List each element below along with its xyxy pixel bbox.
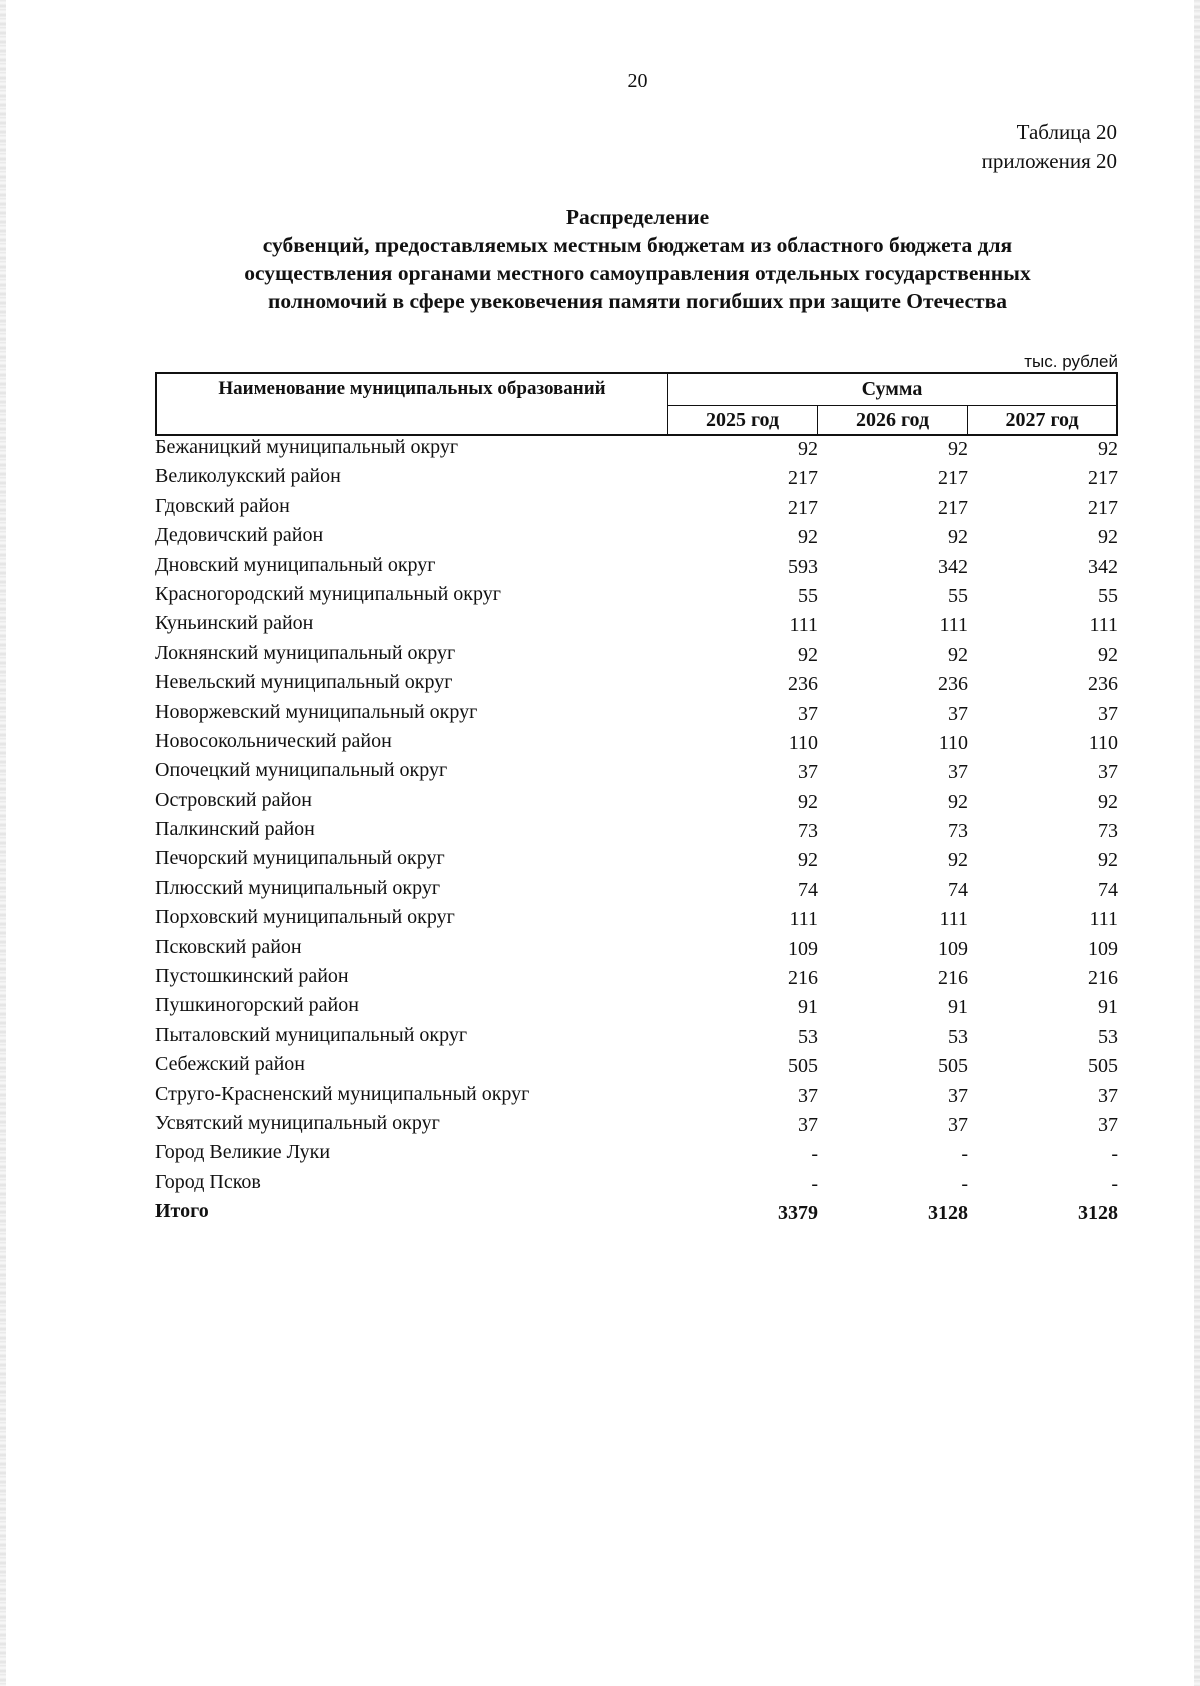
- page-number: 20: [627, 70, 648, 92]
- municipality-name: Псковский район: [155, 935, 302, 958]
- header-year-2025: 2025 год: [668, 406, 818, 434]
- municipality-name: Красногородский муниципальный округ: [155, 582, 501, 605]
- value-2026: 55: [948, 584, 968, 607]
- table-row: [155, 962, 1118, 991]
- value-2026: 111: [939, 908, 968, 931]
- table-row: [155, 1138, 1118, 1167]
- value-2026: 216: [938, 967, 968, 990]
- value-2027: -: [1111, 1172, 1118, 1195]
- table-ref-line2: приложения 20: [981, 149, 1117, 173]
- value-2025: -: [811, 1143, 818, 1166]
- value-2026: 37: [948, 702, 968, 725]
- table-row: [155, 933, 1118, 962]
- value-2025: 73: [798, 820, 818, 843]
- title-line-3: осуществления органами местного самоуправления отдельных государственных: [244, 261, 1031, 285]
- value-2027: 505: [1088, 1055, 1118, 1078]
- municipality-name: Опочецкий муниципальный округ: [155, 759, 448, 782]
- table-reference: [982, 118, 1117, 176]
- table-ref-line1: Таблица 20: [1016, 120, 1117, 144]
- table-header: [155, 372, 1118, 436]
- table-row: [155, 492, 1118, 521]
- value-2027: 73: [1098, 820, 1118, 843]
- value-2027: 92: [1098, 790, 1118, 813]
- value-2025: 55: [798, 584, 818, 607]
- value-2025: 236: [788, 673, 818, 696]
- value-2025: 110: [788, 731, 818, 754]
- title-line-1: Распределение: [565, 205, 710, 229]
- value-2026: 74: [948, 878, 968, 901]
- value-2026: 110: [938, 731, 968, 754]
- municipality-name: Островский район: [155, 788, 312, 811]
- value-2026: 217: [938, 496, 968, 519]
- value-2027: 37: [1098, 1084, 1118, 1107]
- header-sum: Сумма: [668, 374, 1116, 406]
- value-2027: 217: [1088, 496, 1118, 519]
- value-2025: 505: [788, 1055, 818, 1078]
- value-2025: 92: [798, 790, 818, 813]
- value-2027: 37: [1098, 761, 1118, 784]
- value-2027: 236: [1088, 673, 1118, 696]
- value-2027: 217: [1088, 467, 1118, 490]
- municipality-name: Невельский муниципальный округ: [155, 671, 453, 694]
- header-year-2027: 2027 год: [1005, 409, 1079, 431]
- value-2027: 92: [1098, 438, 1118, 460]
- table-row: [155, 639, 1118, 668]
- municipality-name: Себежский район: [155, 1053, 305, 1076]
- municipality-name: Великолукский район: [155, 465, 341, 488]
- value-2027: 74: [1098, 878, 1118, 901]
- value-2026: 92: [948, 438, 968, 460]
- value-2027: 110: [1088, 731, 1118, 754]
- table-row: [155, 1080, 1118, 1109]
- units-label: тыс. рублей: [1024, 352, 1118, 371]
- municipality-name: Пустошкинский район: [155, 965, 349, 988]
- value-2025: 92: [798, 849, 818, 872]
- value-2025: -: [811, 1172, 818, 1195]
- value-2026: 236: [938, 673, 968, 696]
- table-row: [155, 462, 1118, 491]
- value-2026: 92: [948, 643, 968, 666]
- table-row: [155, 786, 1118, 815]
- municipality-name: Дновский муниципальный округ: [155, 553, 436, 576]
- value-2026: 109: [938, 937, 968, 960]
- value-2025: 37: [798, 702, 818, 725]
- municipality-name: Новосокольнический район: [155, 729, 392, 752]
- municipality-name: Дедовичский район: [155, 524, 324, 547]
- value-2027: 109: [1088, 937, 1118, 960]
- value-2025: 111: [789, 908, 818, 931]
- value-2025: 91: [798, 996, 818, 1019]
- value-2027: 216: [1088, 967, 1118, 990]
- municipality-name: Усвятский муниципальный округ: [155, 1111, 440, 1134]
- value-2026: 37: [948, 1084, 968, 1107]
- value-2027: 92: [1098, 526, 1118, 549]
- total-label: Итого: [155, 1200, 209, 1223]
- table-row: [155, 903, 1118, 932]
- municipality-name: Город Псков: [155, 1170, 261, 1193]
- value-2026: 342: [938, 555, 968, 578]
- value-2025: 217: [788, 467, 818, 490]
- municipality-name: Город Великие Луки: [155, 1141, 331, 1164]
- value-2026: 505: [938, 1055, 968, 1078]
- value-2025: 53: [798, 1025, 818, 1048]
- table-row: [155, 844, 1118, 873]
- municipality-name: Гдовский район: [155, 494, 290, 517]
- value-2027: -: [1111, 1143, 1118, 1166]
- header-municipality-name: Наименование муниципальных образований: [157, 374, 668, 434]
- value-2027: 111: [1089, 908, 1118, 931]
- value-2026: 92: [948, 526, 968, 549]
- municipality-name: Бежаницкий муниципальный округ: [155, 436, 459, 458]
- value-2025: 217: [788, 496, 818, 519]
- title-line-2: субвенций, предоставляемых местным бюджетам из областного бюджета для: [262, 233, 1013, 257]
- table-row: [155, 727, 1118, 756]
- value-2026: 217: [938, 467, 968, 490]
- value-2025: 216: [788, 967, 818, 990]
- municipality-name: Печорский муниципальный округ: [155, 847, 445, 870]
- value-2025: 92: [798, 526, 818, 549]
- municipality-name: Пушкиногорский район: [155, 994, 359, 1017]
- table-row: [155, 1168, 1118, 1197]
- table-row: [155, 1050, 1118, 1079]
- value-2027: 53: [1098, 1025, 1118, 1048]
- value-2026: 73: [948, 820, 968, 843]
- table-row: [155, 815, 1118, 844]
- total-2026: 3128: [928, 1202, 968, 1225]
- table-row: [155, 580, 1118, 609]
- value-2027: 111: [1089, 614, 1118, 637]
- title-line-4: полномочий в сфере увековечения памяти погибших при защите Отечества: [268, 289, 1007, 313]
- municipality-name: Струго-Красненский муниципальный округ: [155, 1082, 530, 1105]
- value-2025: 37: [798, 1113, 818, 1136]
- value-2027: 37: [1098, 1113, 1118, 1136]
- table-row: [155, 521, 1118, 550]
- value-2027: 92: [1098, 849, 1118, 872]
- value-2026: 92: [948, 790, 968, 813]
- value-2026: 37: [948, 1113, 968, 1136]
- header-year-2026: 2026 год: [818, 406, 968, 434]
- table-row: [155, 551, 1118, 580]
- document-title: [0, 203, 1200, 315]
- table-row: [155, 433, 1118, 462]
- value-2027: 91: [1098, 996, 1118, 1019]
- value-2025: 37: [798, 1084, 818, 1107]
- value-2026: 37: [948, 761, 968, 784]
- table-row: [155, 756, 1118, 785]
- table-row: [155, 1021, 1118, 1050]
- municipality-name: Палкинский район: [155, 818, 315, 841]
- municipality-name: Плюсский муниципальный округ: [155, 876, 441, 899]
- municipality-name: Пыталовский муниципальный округ: [155, 1023, 468, 1046]
- value-2025: 109: [788, 937, 818, 960]
- value-2025: 593: [788, 555, 818, 578]
- table-row: [155, 609, 1118, 638]
- value-2027: 342: [1088, 555, 1118, 578]
- value-2025: 92: [798, 438, 818, 460]
- total-2025: 3379: [778, 1202, 818, 1225]
- value-2027: 37: [1098, 702, 1118, 725]
- value-2027: 92: [1098, 643, 1118, 666]
- value-2025: 74: [798, 878, 818, 901]
- value-2027: 55: [1098, 584, 1118, 607]
- table-row: [155, 874, 1118, 903]
- value-2026: 111: [939, 614, 968, 637]
- value-2025: 37: [798, 761, 818, 784]
- total-2027: 3128: [1078, 1202, 1118, 1225]
- municipality-name: Порховский муниципальный округ: [155, 906, 455, 929]
- municipality-name: Куньинский район: [155, 612, 314, 635]
- table-row: [155, 991, 1118, 1020]
- table-total-row: [155, 1197, 1118, 1226]
- value-2025: 92: [798, 643, 818, 666]
- municipality-name: Новоржевский муниципальный округ: [155, 700, 478, 723]
- value-2026: 92: [948, 849, 968, 872]
- value-2026: -: [961, 1143, 968, 1166]
- table-row: [155, 668, 1118, 697]
- value-2026: 53: [948, 1025, 968, 1048]
- table-body: [155, 433, 1118, 1227]
- value-2026: 91: [948, 996, 968, 1019]
- value-2026: -: [961, 1172, 968, 1195]
- value-2025: 111: [789, 614, 818, 637]
- table-row: [155, 1109, 1118, 1138]
- table-row: [155, 698, 1118, 727]
- municipality-name: Локнянский муниципальный округ: [155, 641, 456, 664]
